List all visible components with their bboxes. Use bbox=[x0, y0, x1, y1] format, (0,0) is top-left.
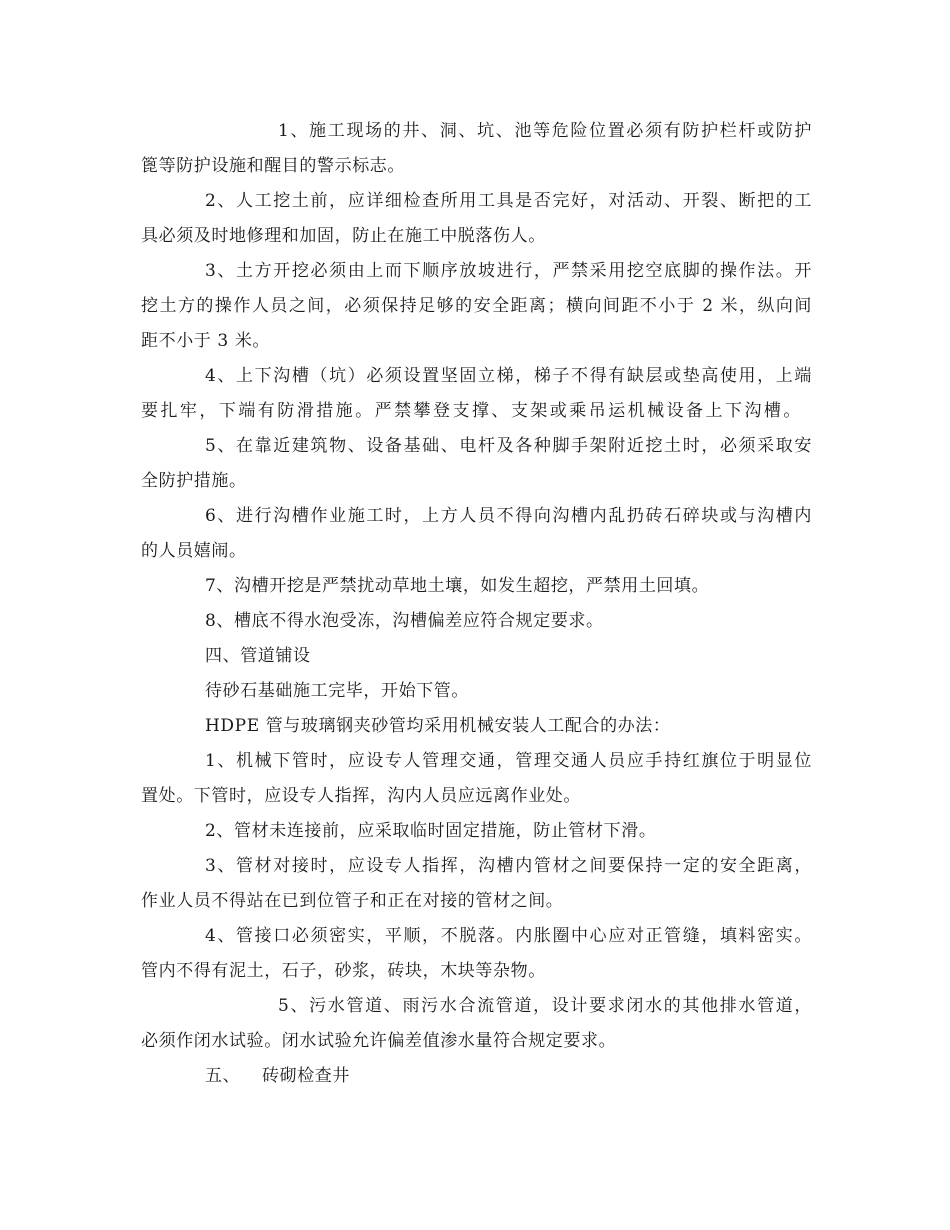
text-line: 4、上下沟槽（坑）必须设置坚固立梯，梯子不得有缺层或垫高使用，上端 bbox=[205, 366, 812, 386]
text-line: 必须作闭水试验。闭水试验允许偏差值渗水量符合规定要求。 bbox=[141, 1031, 617, 1051]
text-line: 待砂石基础施工完毕，开始下管。 bbox=[205, 681, 469, 701]
text-line: 3、土方开挖必须由上而下顺序放坡进行，严禁采用挖空底脚的操作法。开 bbox=[205, 261, 812, 281]
text-line: 2、管材未连接前，应采取临时固定措施，防止管材下滑。 bbox=[205, 821, 657, 841]
text-line: 具必须及时地修理和加固，防止在施工中脱落伤人。 bbox=[141, 226, 546, 246]
text-line: 7、沟槽开挖是严禁扰动草地土壤，如发生超挖，严禁用土回填。 bbox=[205, 576, 710, 596]
text-line: 篦等防护设施和醒目的警示标志。 bbox=[141, 156, 405, 176]
text-line: 管内不得有泥土，石子，砂浆，砖块，木块等杂物。 bbox=[141, 961, 546, 981]
text-line: 的人员嬉闹。 bbox=[141, 541, 247, 561]
text-line: 4、管接口必须密实，平顺，不脱落。内胀圈中心应对正管缝，填料密实。 bbox=[205, 926, 812, 946]
text-line: 3、管材对接时，应设专人指挥，沟槽内管材之间要保持一定的安全距离， bbox=[205, 856, 812, 876]
text-line: 置处。下管时，应设专人指挥，沟内人员应远离作业处。 bbox=[141, 786, 581, 806]
text-line: 8、槽底不得水泡受冻，沟槽偏差应符合规定要求。 bbox=[205, 611, 604, 631]
text-line: 5、污水管道、雨污水合流管道，设计要求闭水的其他排水管道， bbox=[278, 996, 812, 1016]
section-heading: 四、管道铺设 bbox=[205, 646, 311, 666]
section-heading: 砖砌检查井 bbox=[262, 1066, 350, 1086]
text-line: HDPE 管与玻璃钢夹砂管均采用机械安装人工配合的办法： bbox=[205, 716, 671, 736]
text-line: 1、施工现场的井、洞、坑、池等危险位置必须有防护栏杆或防护 bbox=[278, 121, 812, 141]
text-line: 1、机械下管时，应设专人管理交通，管理交通人员应手持红旗位于明显位 bbox=[205, 751, 812, 771]
text-line: 全防护措施。 bbox=[141, 471, 247, 491]
text-line: 2、人工挖土前，应详细检查所用工具是否完好，对活动、开裂、断把的工 bbox=[205, 191, 812, 211]
text-line: 挖土方的操作人员之间，必须保持足够的安全距离；横向间距不小于 2 米，纵向间 bbox=[141, 296, 812, 316]
text-line: 作业人员不得站在已到位管子和正在对接的管材之间。 bbox=[141, 891, 564, 911]
text-line: 5、在靠近建筑物、设备基础、电杆及各种脚手架附近挖土时，必须采取安 bbox=[205, 436, 812, 456]
section-number: 五、 bbox=[205, 1066, 241, 1086]
text-line: 距不小于 3 米。 bbox=[141, 331, 271, 351]
text-line: 6、进行沟槽作业施工时，上方人员不得向沟槽内乱扔砖石碎块或与沟槽内 bbox=[205, 506, 812, 526]
text-line: 要扎牢，下端有防滑措施。严禁攀登支撑、支架或乘吊运机械设备上下沟槽。 bbox=[141, 401, 801, 421]
